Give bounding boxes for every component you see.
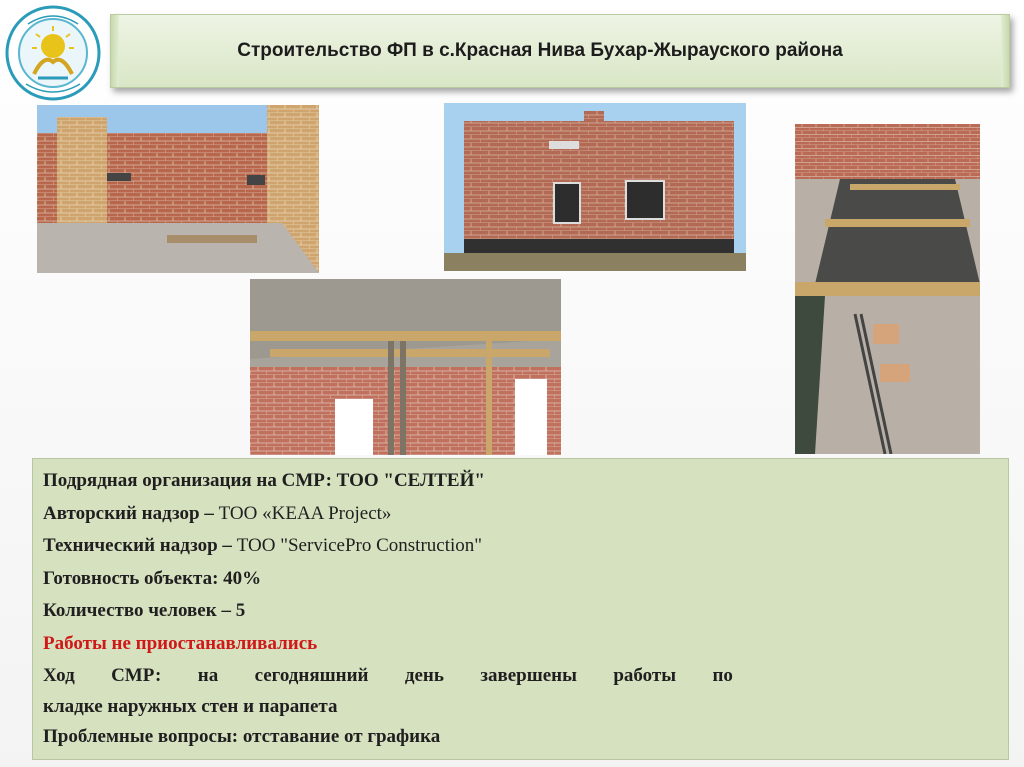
progress-word: СМР: xyxy=(111,665,162,686)
problems-line: Проблемные вопросы: отставание от графика xyxy=(43,725,441,747)
people-count-line: Количество человек – 5 xyxy=(43,600,246,621)
slide-title: Строительство ФП в с.Красная Нива Бухар-Жырауского района xyxy=(237,40,843,61)
tech-supervision-line xyxy=(43,530,733,563)
concrete-floor-photo xyxy=(795,124,980,454)
interior-ceiling-photo xyxy=(250,279,561,455)
brick-building-photo xyxy=(444,103,746,271)
regional-emblem-icon xyxy=(4,4,102,102)
progress-word: завершены xyxy=(480,665,577,686)
progress-word: по xyxy=(712,665,733,686)
progress-word: день xyxy=(404,665,444,686)
progress-word: работы xyxy=(613,665,677,686)
banner-accent-right xyxy=(1001,15,1009,87)
tech-supervision-value: ТОО "ServicePro Construction" xyxy=(236,535,483,556)
title-banner xyxy=(110,14,1010,88)
work-status-line: Работы не приостанавливались xyxy=(43,632,318,654)
tech-supervision-label: Технический надзор – xyxy=(43,535,237,556)
contractor-line: Подрядная организация на СМР: ТОО "СЕЛТЕЙ" xyxy=(43,470,485,491)
brick-walls-photo xyxy=(37,105,319,273)
author-supervision-line xyxy=(43,498,733,531)
project-info-box xyxy=(32,458,1009,760)
progress-continuation-line: кладке наружных стен и парапета xyxy=(43,695,338,717)
banner-accent-left xyxy=(111,15,119,87)
progress-word: на xyxy=(197,665,219,686)
progress-word: Ход xyxy=(43,665,75,686)
progress-line xyxy=(43,660,733,693)
author-supervision-value: ТОО «KEAA Project» xyxy=(218,502,392,524)
author-supervision-label: Авторский надзор – xyxy=(43,502,219,524)
readiness-line: Готовность объекта: 40% xyxy=(43,567,262,589)
progress-word: сегодняшний xyxy=(254,665,369,686)
